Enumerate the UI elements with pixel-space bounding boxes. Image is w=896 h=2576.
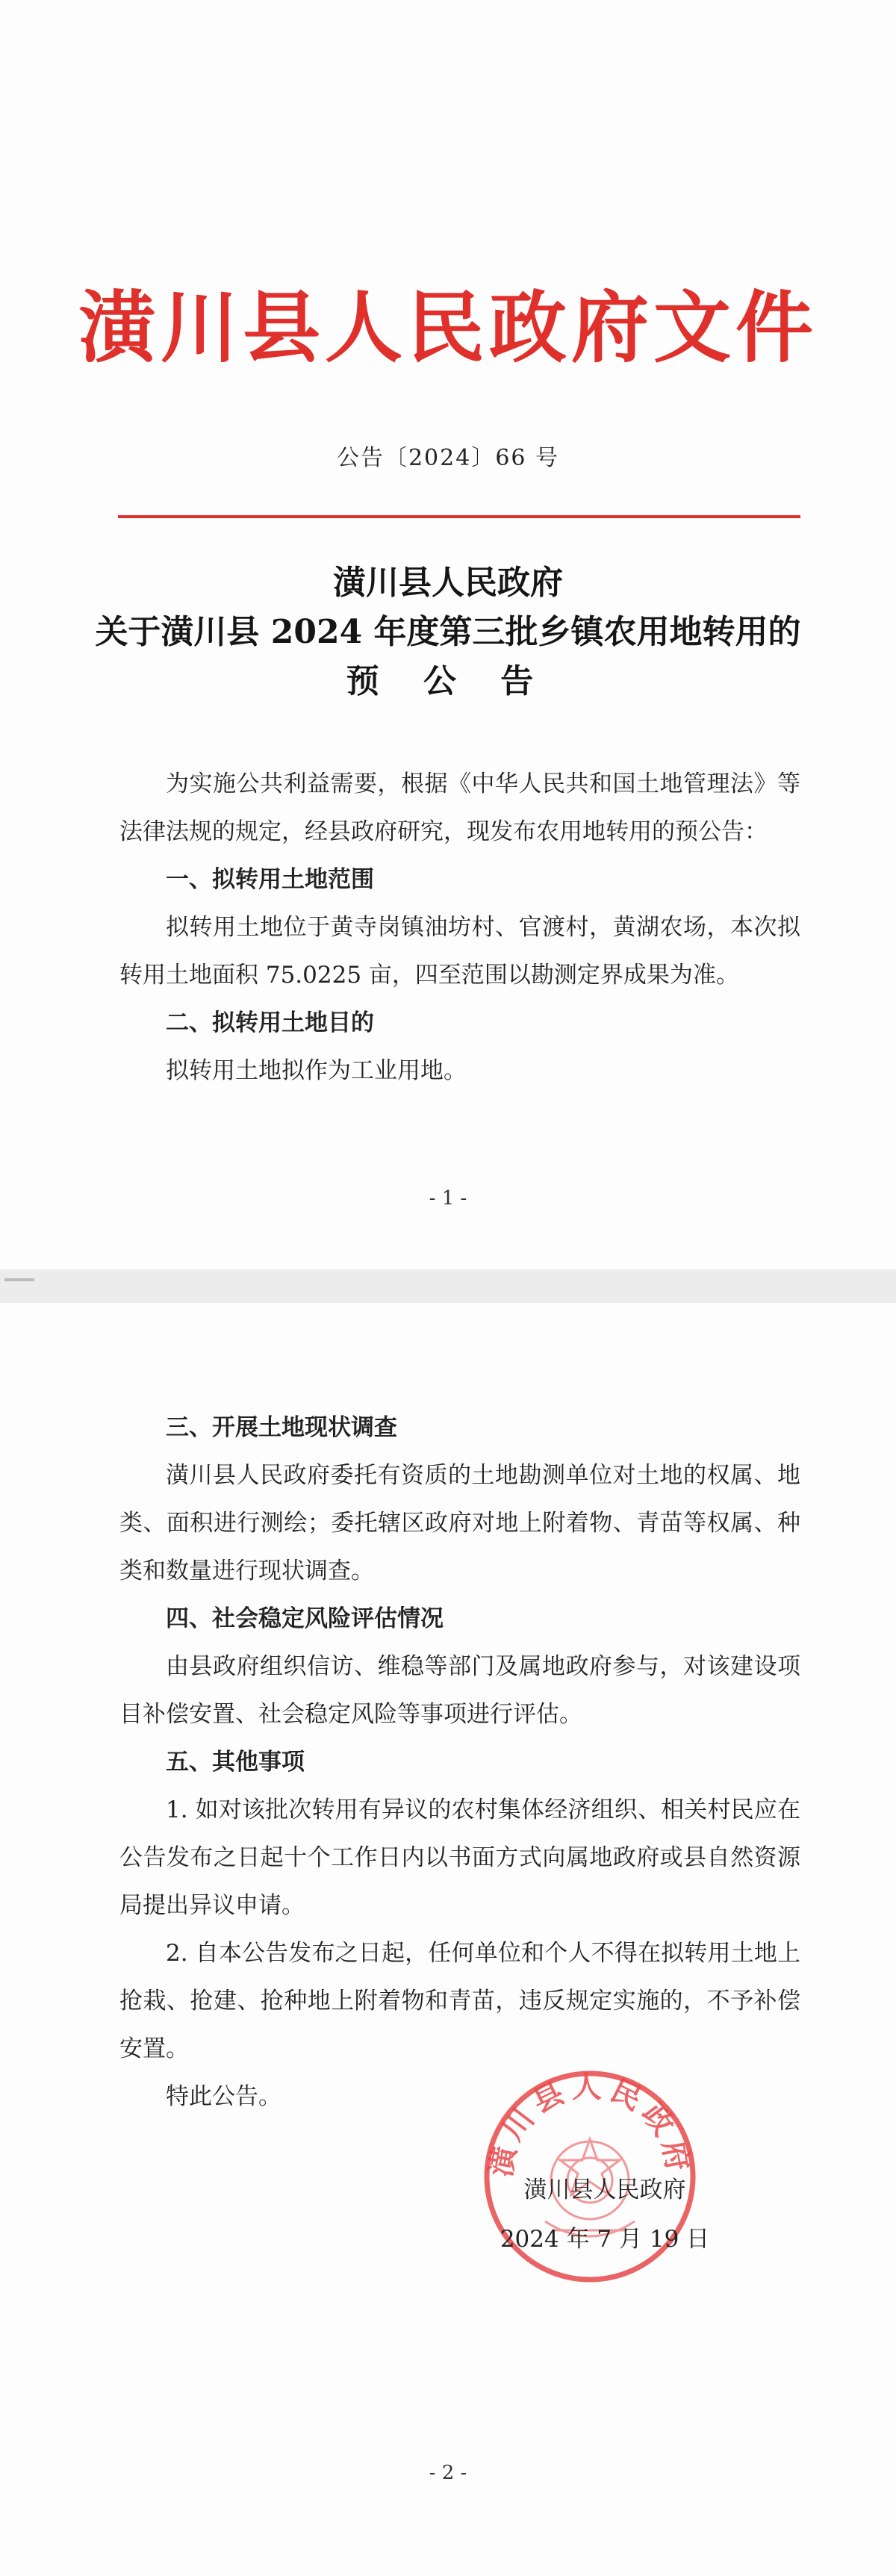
section-2-heading: 二、拟转用土地目的	[166, 1009, 374, 1036]
section-2-paragraph: 拟转用土地拟作为工业用地。	[166, 1057, 467, 1084]
page-number-2: - 2 -	[429, 2462, 467, 2484]
section-4-paragraph: 由县政府组织信访、维稳等部门及属地政府参与，对该建设项目补偿安置、社会稳定风险等事项进行评估。	[119, 1653, 800, 1728]
signature-block	[485, 2165, 724, 2264]
document-page-1	[0, 0, 896, 1269]
page-number-1: - 1 -	[429, 1187, 467, 1210]
notice-title-line-1: 潢川县人民政府	[333, 564, 563, 602]
signature-organization: 潢川县人民政府	[523, 2177, 686, 2203]
section-4-heading: 四、社会稳定风险评估情况	[166, 1605, 444, 1632]
svg-text:潢川县人民政府: 潢川县人民政府	[482, 2069, 697, 2180]
page-1-body	[119, 760, 800, 1095]
page-2-body	[119, 1404, 800, 2121]
red-divider-line	[118, 515, 800, 518]
notice-title	[0, 559, 896, 706]
section-5-heading: 五、其他事项	[166, 1749, 305, 1776]
intro-paragraph: 为实施公共利益需要，根据《中华人民共和国土地管理法》等法律法规的规定，经县政府研究，现发布农用地转用的预公告：	[119, 771, 800, 845]
page-gap	[0, 1269, 896, 1303]
notice-title-line-2: 关于潢川县 2024 年度第三批乡镇农用地转用的	[95, 613, 801, 651]
section-1-paragraph: 拟转用土地位于黄寺岗镇油坊村、官渡村，黄湖农场，本次拟转用土地面积 75.0225 亩，四至范围以勘测定界成果为准。	[119, 914, 800, 989]
closing-paragraph: 特此公告。	[166, 2083, 281, 2110]
section-3-paragraph: 潢川县人民政府委托有资质的土地勘测单位对土地的权属、地类、面积进行测绘；委托辖区政府对地上附着物、青苗等权属、种类和数量进行现状调查。	[119, 1462, 800, 1584]
notice-title-line-3: 预 公 告	[346, 662, 550, 700]
scan-artifact	[4, 1278, 34, 1281]
document-number: 公告〔2024〕66 号	[336, 445, 560, 471]
item-1-paragraph: 1. 如对该批次转用有异议的农村集体经济组织、相关村民应在公告发布之日起十个工作日内以书面方式向属地政府或县自然资源局提出异议申请。	[119, 1796, 800, 1919]
section-1-heading: 一、拟转用土地范围	[166, 866, 374, 893]
section-3-heading: 三、开展土地现状调查	[166, 1414, 397, 1441]
signature-date: 2024 年 7 月 19 日	[500, 2226, 710, 2253]
document-page-2	[0, 1303, 896, 2576]
document-header-title: 潢川县人民政府文件	[78, 281, 818, 373]
item-2-paragraph: 2. 自本公告发布之日起，任何单位和个人不得在拟转用土地上抢栽、抢建、抢种地上附着物和青苗，违反规定实施的，不予补偿安置。	[119, 1940, 800, 2062]
